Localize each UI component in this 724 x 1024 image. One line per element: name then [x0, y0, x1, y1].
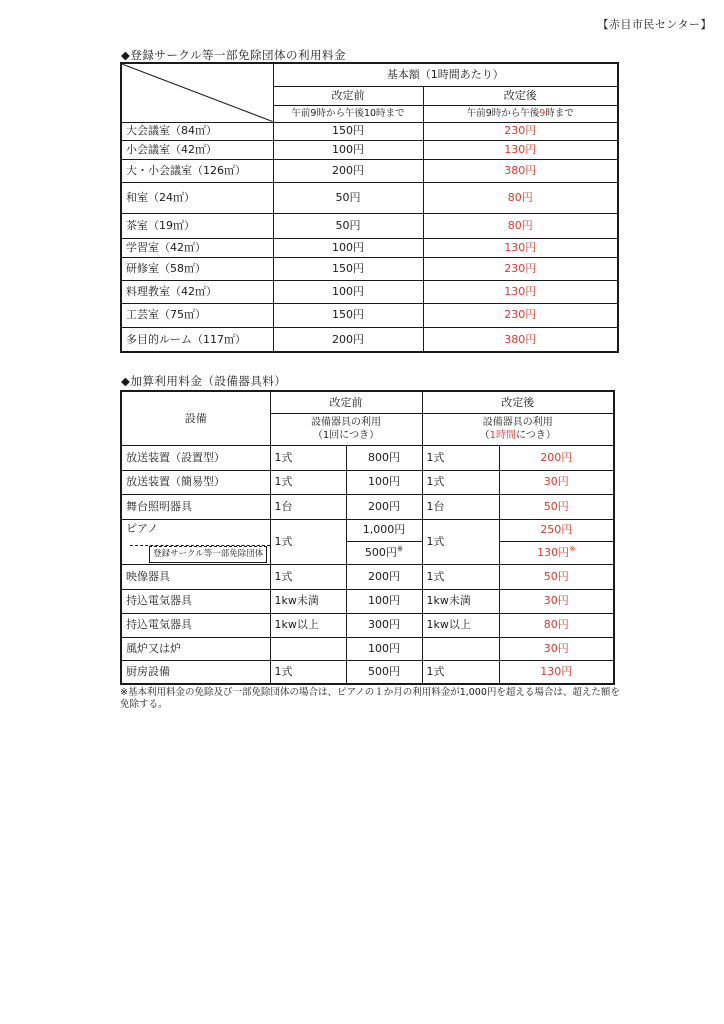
- unit-after: 1式: [422, 519, 499, 564]
- table1-before-header: 改定前: [273, 86, 423, 105]
- after-usage-pre: （: [479, 430, 490, 441]
- table-row: [121, 660, 614, 684]
- table1-after-hours: [423, 105, 618, 122]
- unit-after: 1式: [422, 660, 499, 684]
- table-row: [121, 445, 614, 470]
- table-row: [121, 182, 618, 213]
- price-before: 100円: [273, 140, 423, 159]
- price-before: 50円: [273, 213, 423, 238]
- price-after: 200円: [499, 445, 614, 470]
- price-before: 200円: [346, 564, 422, 589]
- price-before: 50円: [273, 182, 423, 213]
- equipment-name: 舞台照明器具: [121, 494, 270, 519]
- equipment-name: 持込電気器具: [121, 613, 270, 637]
- unit-before: 1式: [270, 564, 346, 589]
- price-before: 200円: [346, 494, 422, 519]
- unit-before: [270, 637, 346, 660]
- unit-after: 1台: [422, 494, 499, 519]
- unit-after: 1式: [422, 470, 499, 494]
- price-after: 380円: [423, 327, 618, 352]
- exempt-group-fee-table: [120, 62, 619, 353]
- price-before: 200円: [273, 327, 423, 352]
- price-after: 130円: [423, 238, 618, 257]
- before-usage-line1: 設備器具の利用: [311, 416, 381, 428]
- price-after: 30円: [499, 470, 614, 494]
- equipment-name: ピアノ: [126, 521, 159, 535]
- table1-title: ◆登録サークル等一部免除団体の利用料金: [121, 48, 346, 62]
- exempt-group-box: 登録サークル等一部免除団体: [149, 546, 267, 562]
- room-name: 大・小会議室（126㎡）: [121, 159, 273, 182]
- unit-before: 1kw以上: [270, 613, 346, 637]
- table-row: [121, 494, 614, 519]
- room-name: 工芸室（75㎡）: [121, 303, 273, 327]
- price-after: 80円: [423, 182, 618, 213]
- table-row: [121, 159, 618, 182]
- room-name: 大会議室（84㎡）: [121, 122, 273, 140]
- price-before: 100円: [346, 589, 422, 613]
- diagonal-line: [122, 64, 273, 122]
- table2-footnote: ※基本利用料金の免除及び一部免除団体の場合は、ピアノの１か月の利用料金が1,000円を超える場合は、超えた額を免除する。: [120, 687, 620, 711]
- equipment-name: 風炉又は炉: [121, 637, 270, 660]
- table1-before-hours: 午前9時から午後10時まで: [273, 105, 423, 122]
- table-row: [121, 327, 618, 352]
- price-before: 150円: [273, 303, 423, 327]
- table-row: [121, 280, 618, 303]
- price-after: 50円: [499, 564, 614, 589]
- after-usage-red: 1時間: [489, 430, 517, 441]
- unit-before: 1式: [270, 470, 346, 494]
- equipment-name: 厨房設備: [121, 660, 270, 684]
- price-value: 130円: [537, 545, 570, 559]
- table-row: [121, 613, 614, 637]
- table2-after-header: 改定後: [422, 391, 614, 413]
- table1-header-row-1: [121, 63, 618, 86]
- unit-after: [422, 637, 499, 660]
- price-after: 230円: [423, 122, 618, 140]
- price-after: 80円: [499, 613, 614, 637]
- table1-diagonal-cell: [121, 63, 273, 122]
- unit-before: 1台: [270, 494, 346, 519]
- piano-name-cell: [121, 519, 270, 564]
- equipment-fee-table: [120, 390, 615, 685]
- price-after: 230円: [423, 257, 618, 280]
- after-usage-post: につき）: [516, 430, 556, 441]
- table2-title: ◆加算利用料金（設備器具料）: [121, 374, 287, 388]
- price-after: 230円: [423, 303, 618, 327]
- unit-after: 1式: [422, 564, 499, 589]
- price-before: 100円: [346, 470, 422, 494]
- table1-after-header: 改定後: [423, 86, 618, 105]
- price-after: 50円: [499, 494, 614, 519]
- after-hours-pre: 午前9時から午後: [466, 107, 540, 119]
- room-name: 和室（24㎡）: [121, 182, 273, 213]
- unit-before: 1式: [270, 445, 346, 470]
- price-value: 500円: [364, 545, 397, 559]
- price-after: 30円: [499, 637, 614, 660]
- equipment-name: 放送装置（設置型）: [121, 445, 270, 470]
- table2-header-row-1: [121, 391, 614, 413]
- price-after: 130円: [499, 660, 614, 684]
- piano-row-top: [121, 519, 614, 541]
- price-before: 800円: [346, 445, 422, 470]
- table-row: [121, 257, 618, 280]
- table2-equipment-header: 設備: [121, 391, 270, 445]
- room-name: 学習室（42㎡）: [121, 238, 273, 257]
- price-before: 100円: [346, 637, 422, 660]
- piano-price-after-exempt: [499, 541, 614, 564]
- table-row: [121, 564, 614, 589]
- unit-after: 1kw以上: [422, 613, 499, 637]
- price-before: 100円: [273, 280, 423, 303]
- room-name: 料理教室（42㎡）: [121, 280, 273, 303]
- equipment-name: 持込電気器具: [121, 589, 270, 613]
- price-after: 30円: [499, 589, 614, 613]
- price-before: 300円: [346, 613, 422, 637]
- facility-name-label: 【赤目市民センター】: [597, 18, 712, 31]
- footnote-mark: ※: [569, 544, 576, 554]
- piano-price-before-exempt: [346, 541, 422, 564]
- price-before: 150円: [273, 257, 423, 280]
- table-row: [121, 470, 614, 494]
- table2-before-header: 改定前: [270, 391, 422, 413]
- price-before: 500円: [346, 660, 422, 684]
- after-hours-post: 時まで: [545, 107, 574, 119]
- equipment-name: 放送装置（簡易型）: [121, 470, 270, 494]
- after-hours-red-digit: 9: [539, 107, 546, 119]
- price-before: 100円: [273, 238, 423, 257]
- before-usage-line2: （1回につき）: [312, 430, 380, 441]
- table-row: [121, 589, 614, 613]
- unit-before: 1式: [270, 660, 346, 684]
- price-after: 130円: [423, 140, 618, 159]
- room-name: 研修室（58㎡）: [121, 257, 273, 280]
- unit-after: 1kw未満: [422, 589, 499, 613]
- price-after: 130円: [423, 280, 618, 303]
- after-usage-line2: [427, 429, 610, 443]
- after-usage-line1: 設備器具の利用: [482, 416, 553, 428]
- price-after: 380円: [423, 159, 618, 182]
- table2-before-usage-header: [270, 413, 422, 445]
- table-row: [121, 122, 618, 140]
- unit-after: 1式: [422, 445, 499, 470]
- room-name: 小会議室（42㎡）: [121, 140, 273, 159]
- unit-before: 1kw未満: [270, 589, 346, 613]
- price-before: 150円: [273, 122, 423, 140]
- table-row: [121, 213, 618, 238]
- piano-price-after-standard: 250円: [499, 519, 614, 541]
- room-name: 茶室（19㎡）: [121, 213, 273, 238]
- room-name: 多目的ルーム（117㎡）: [121, 327, 273, 352]
- price-after: 80円: [423, 213, 618, 238]
- footnote-mark: ※: [396, 544, 404, 554]
- price-before: 200円: [273, 159, 423, 182]
- equipment-name: 映像器具: [121, 564, 270, 589]
- table-row: [121, 303, 618, 327]
- table-row: [121, 238, 618, 257]
- table1-base-amount-header: 基本額（1時間あたり）: [273, 63, 618, 86]
- table2-after-usage-header: [422, 413, 614, 445]
- piano-price-before-standard: 1,000円: [346, 519, 422, 541]
- table-row: [121, 140, 618, 159]
- unit-before: 1式: [270, 519, 346, 564]
- table-row: [121, 637, 614, 660]
